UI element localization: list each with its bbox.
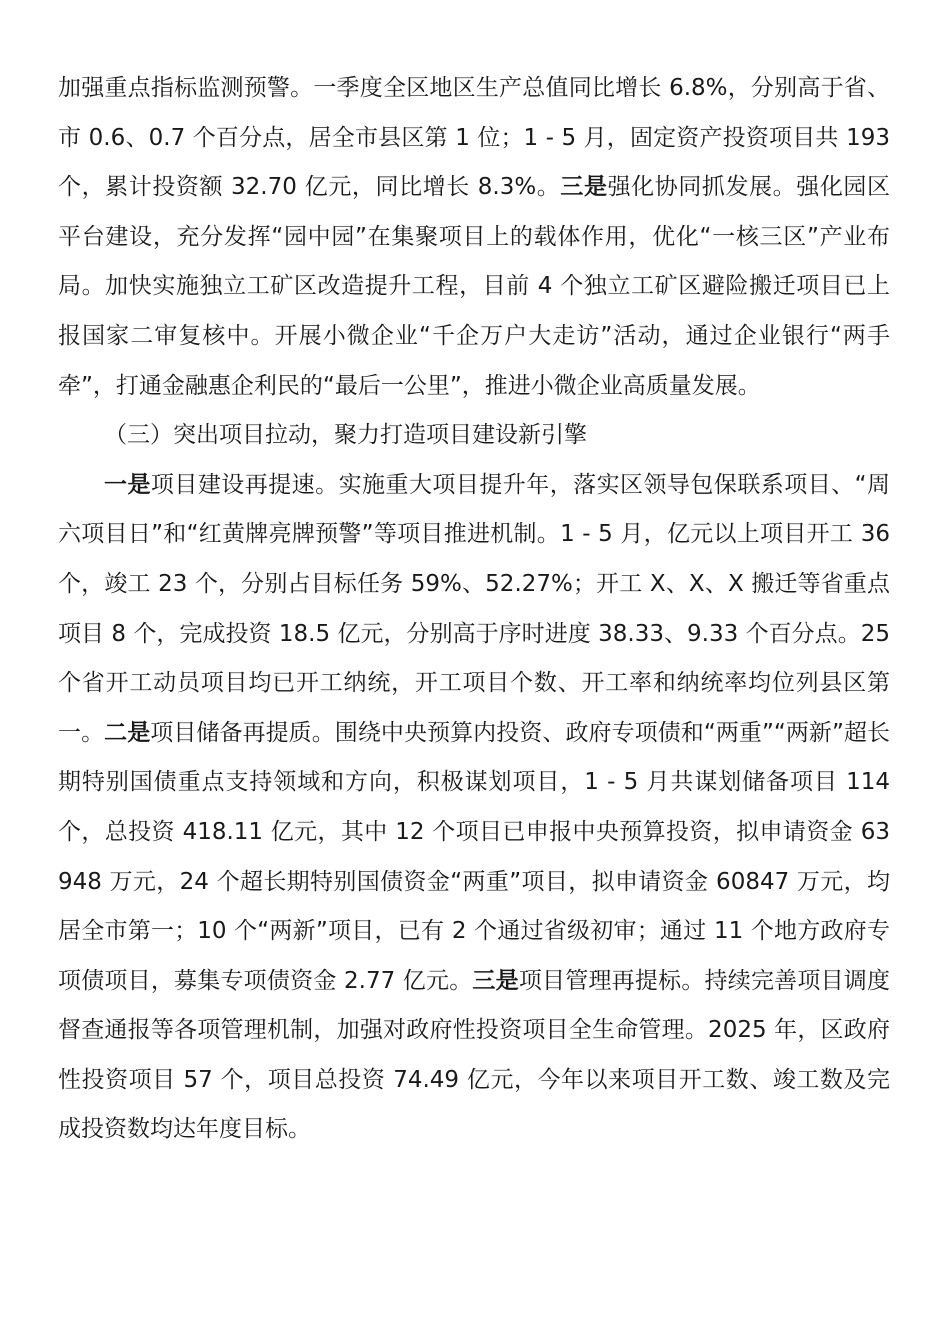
bold-marker-sanshi: 三是 bbox=[560, 174, 608, 201]
paragraph-2-text-b: 项目储备再提质。围绕中央预算内投资、政府专项债和“两重”“两新”超长期特别国债重点支持领域和方向，积极谋划项目，1 - 5 月共谋划储备项目 114 个，总投资 418.11 亿元，其中 12 个项目已申报中央预算投资，拟申请资金 63948 万元，24 个超长期特别国债资金“两重”项目，拟申请资金 60847 万元，均居全市第一；10 个“两新”项目，已有 2 个通过省级初审；通过 11 个地方政府专项债项目，募集专项债资金 2.77 亿元。 bbox=[58, 719, 891, 994]
paragraph-1-text-a: 加强重点指标监测预警。一季度全区地区生产总值同比增长 6.8%，分别高于省、市 0.6、0.7 个百分点，居全市县区第 1 位；1 - 5 月，固定资产投资项目共 193 个，累计投资额 32.70 亿元，同比增长 8.3%。 bbox=[58, 75, 890, 201]
paragraph-1-text-b: 强化协同抓发展。强化园区平台建设，充分发挥“园中园”在集聚项目上的载体作用，优化“一核三区”产业布局。加快实施独立工矿区改造提升工程，目前 4 个独立工矿区避险搬迁项目已上报国家二审复核中。开展小微企业“千企万户大走访”活动，通过企业银行“两手牵”，打通金融惠企利民的“最后一公里”，推进小微企业高质量发展。 bbox=[58, 174, 891, 399]
paragraph-1 bbox=[58, 64, 890, 411]
bold-marker-yishi: 一是 bbox=[104, 471, 151, 498]
section-heading: （三）突出项目拉动，聚力打造项目建设新引擎 bbox=[104, 422, 587, 449]
paragraph-2 bbox=[58, 461, 890, 1155]
bold-marker-ershi: 二是 bbox=[104, 719, 151, 746]
paragraph-2-text-c: 项目管理再提标。持续完善项目调度督查通报等各项管理机制，加强对政府性投资项目全生命管理。2025 年，区政府性投资项目 57 个，项目总投资 74.49 亿元，今年以来项目开工数、竣工数及完成投资数均达年度目标。 bbox=[58, 967, 891, 1143]
document-body bbox=[58, 64, 890, 1155]
paragraph-2-text-a: 项目建设再提速。实施重大项目提升年，落实区领导包保联系项目、“周六项目日”和“红黄牌亮牌预警”等项目推进机制。1 - 5 月，亿元以上项目开工 36 个，竣工 23 个，分别占目标任务 59%、52.27%；开工 X、X、X 搬迁等省重点项目 8 个，完成投资 18.5 亿元，分别高于序时进度 38.33、9.33 个百分点。25 个省开工动员项目均已开工纳统，开工项目个数、开工率和纳统率均位列县区第一。 bbox=[58, 471, 891, 746]
bold-marker-sanshi-2: 三是 bbox=[472, 967, 519, 994]
